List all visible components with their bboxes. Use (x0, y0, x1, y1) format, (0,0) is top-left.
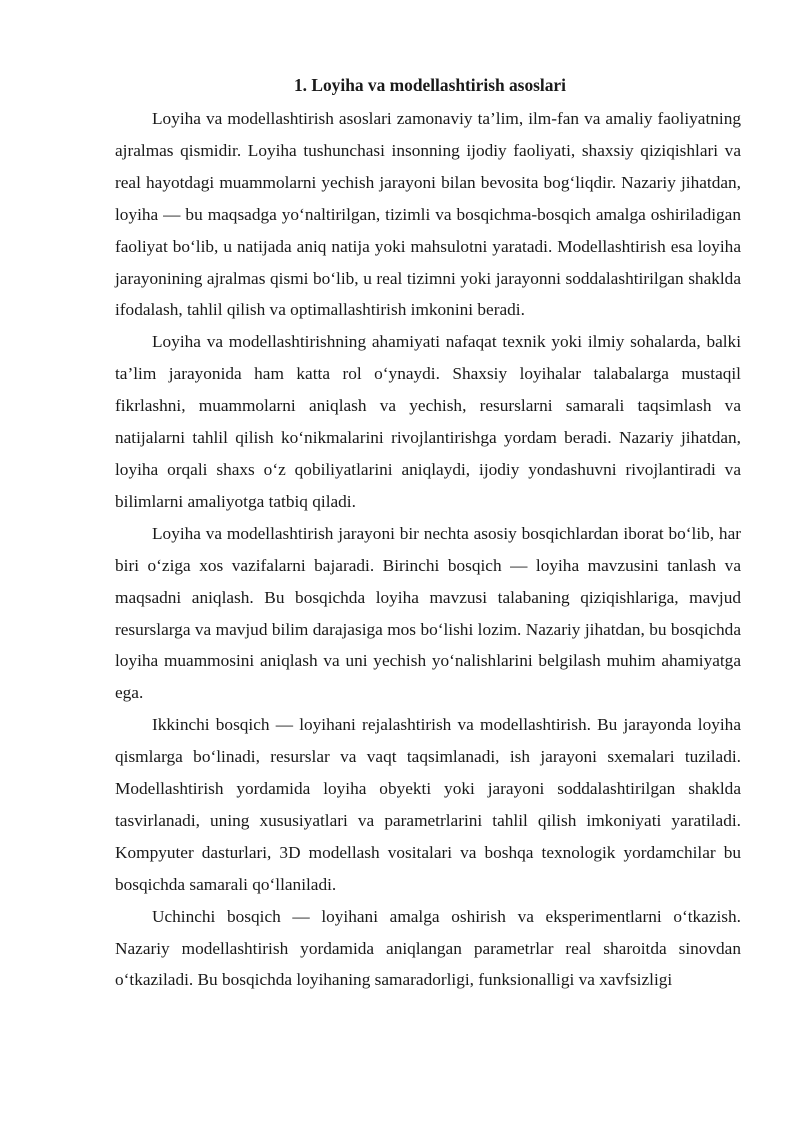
section-title: 1. Loyiha va modellashtirish asoslari (293, 75, 566, 95)
paragraph-2: Loyiha va modellashtirishning ahamiyati nafaqat texnik yoki ilmiy sohalarda, balki ta’lim jarayonida ham katta rol o‘ynaydi. Shaxsiy loyihalar talabalarga mustaqil fikrlashni, muammolarni aniqlash va yechish, resurslarni samarali taqsimlash va natijalarni tahlil qilish ko‘nikmalarini rivojlantirishga yordam beradi. Nazariy jihatdan, loyiha orqali shaxs o‘z qobiliyatlarini aniqlaydi, ijodiy yondashuvni rivojlantiradi va bilimlarni amaliyotga tatbiq qiladi. (115, 332, 741, 511)
paragraph-5: Uchinchi bosqich — loyihani amalga oshirish va eksperimentlarni o‘tkazish. Nazariy modellashtirish yordamida aniqlangan parametrlar real sharoitda sinovdan o‘tkaziladi. Bu bosqichda loyihaning samaradorligi, funksionalligi va xavfsizligi (115, 906, 741, 990)
paragraph-4: Ikkinchi bosqich — loyihani rejalashtirish va modellashtirish. Bu jarayonda loyiha qismlarga bo‘linadi, resurslar va vaqt taqsimlanadi, ish jarayoni sxemalari tuziladi. Modellashtirish yordamida loyiha obyekti yoki jarayoni soddalashtirilgan shaklda tasvirlanadi, uning xususiyatlari va parametrlarini tahlil qilish imkoniyati yaratiladi. Kompyuter dasturlari, 3D modellash vositalari va boshqa texnologik yordamchilar bu bosqichda samarali qo‘llaniladi. (115, 715, 741, 894)
paragraph-1: Loyiha va modellashtirish asoslari zamonaviy ta’lim, ilm-fan va amaliy faoliyatning ajralmas qismidir. Loyiha tushunchasi insonning ijodiy faoliyati, shaxsiy qiziqishlari va real hayotdagi muammolarni yechish jarayoni bilan bevosita bog‘liqdir. Nazariy jihatdan, loyiha — bu maqsadga yo‘naltirilgan, tizimli va bosqichma-bosqich amalga oshiriladigan faoliyat bo‘lib, u natijada aniq natija yoki mahsulotni yaratadi. Modellashtirish esa loyiha jarayonining ajralmas qismi bo‘lib, u real tizimni yoki jarayonni soddalashtirilgan shaklda ifodalash, tahlil qilish va optimallashtirish imkonini beradi. (115, 109, 741, 320)
paragraph-3: Loyiha va modellashtirish jarayoni bir nechta asosiy bosqichlardan iborat bo‘lib, har biri o‘ziga xos vazifalarni bajaradi. Birinchi bosqich — loyiha mavzusini tanlash va maqsadni aniqlash. Bu bosqichda loyiha mavzusi talabaning qiziqishlariga, mavjud resurslarga va mavjud bilim darajasiga mos bo‘lishi lozim. Nazariy jihatdan, bu bosqichda loyiha muammosini aniqlash va uni yechish yo‘nalishlarini belgilash muhim ahamiyatga ega. (115, 523, 741, 703)
